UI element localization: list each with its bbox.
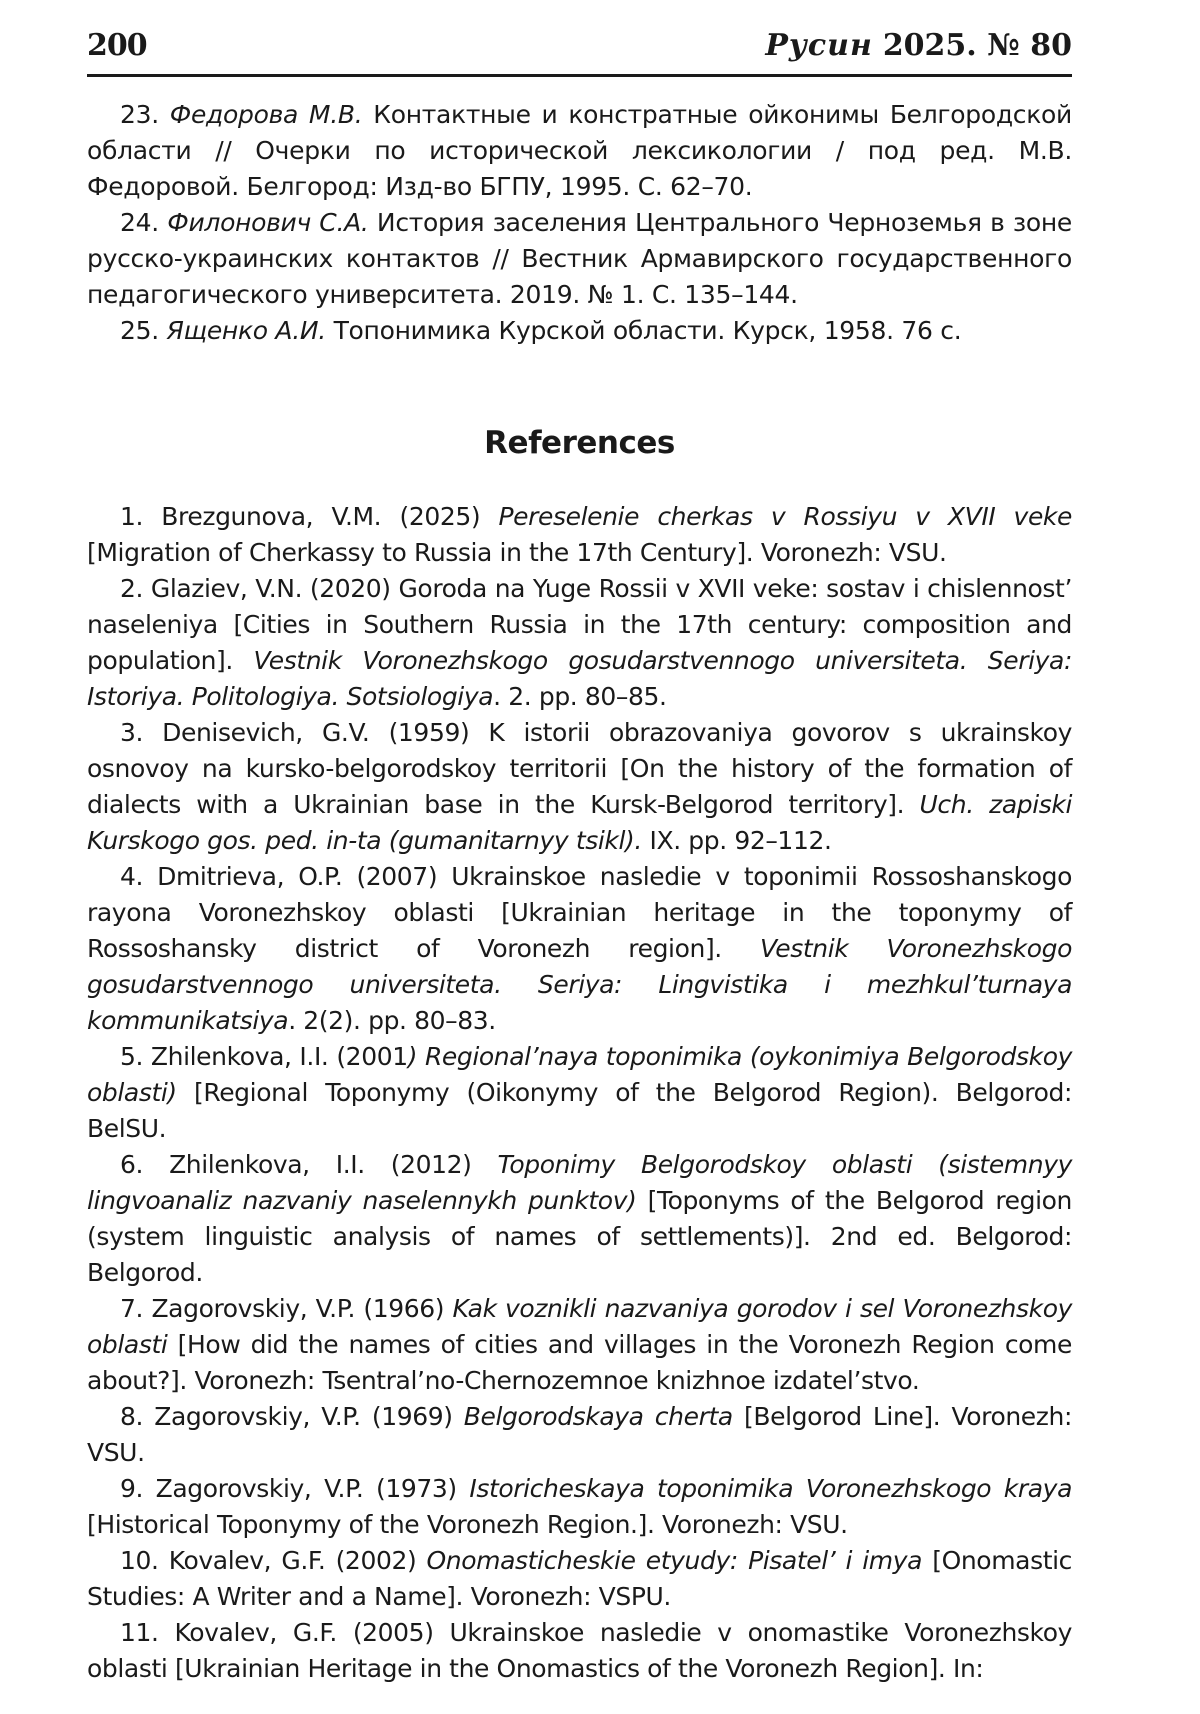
reference-text: 3. Denisevich, G.V. (1959) K istorii obrazovaniya govorov s ukrainskoy osnovoy na kursko-belgorodskoy territorii [On the history of the formation of dialects with a Ukrainian base in the Kursk-Belgorod territory]. xyxy=(87,718,1072,819)
reference-title: Uch. zapiski Kurskogo gos. ped. in-ta (gumanitarnyy tsikl). xyxy=(87,790,1073,855)
reference-item xyxy=(87,1543,1072,1615)
reference-text: 6. Zhilenkova, I.I. (2012) xyxy=(120,1150,498,1179)
reference-text: 8. Zagorovskiy, V.P. (1969) xyxy=(120,1402,464,1431)
reference-author: Филонович С.А. xyxy=(167,208,369,237)
reference-text: [Belgorod Line]. Voronezh: VSU. xyxy=(87,1402,1072,1467)
page-number: 200 xyxy=(87,28,147,63)
journal-title xyxy=(765,28,1072,63)
references-heading: References xyxy=(484,425,675,461)
reference-title: Kak voznikli nazvaniya gorodov i sel Voronezhskoy oblasti xyxy=(87,1294,1072,1359)
reference-item xyxy=(87,499,1072,571)
reference-text: [Regional Toponymy (Oikonymy of the Belgorod Region). Belgorod: BelSU. xyxy=(87,1078,1072,1143)
reference-item xyxy=(87,859,1072,1039)
reference-item xyxy=(87,313,1072,349)
reference-author: Ященко А.И. xyxy=(166,316,326,345)
russian-reference-list xyxy=(87,97,1072,349)
reference-item xyxy=(87,571,1072,715)
reference-text: Контактные и констратные ойконимы Белгородской области // Очерки по исторической лексикологии / под ред. М.В. Федоровой. Белгород: Изд-во БГПУ, 1995. С. 62–70. xyxy=(87,100,1072,201)
reference-text: 4. Dmitrieva, O.P. (2007) Ukrainskoe nasledie v toponimii Rossoshanskogo rayona Voronezhskoy oblasti [Ukrainian heritage in the toponymy of Rossoshansky district of Voronezh region]. xyxy=(87,862,1072,963)
journal-issue: 2025. № 80 xyxy=(882,28,1072,63)
reference-item xyxy=(87,1147,1072,1291)
reference-text: . 2. pp. 80–85. xyxy=(493,682,667,711)
reference-text: IX. pp. 92–112. xyxy=(641,826,832,855)
reference-title: Istoricheskaya toponimika Voronezhskogo kraya xyxy=(469,1474,1072,1503)
reference-text: 5. Zhilenkova, I.I. (2001 xyxy=(120,1042,408,1071)
page-header xyxy=(87,28,1072,77)
reference-text: 2. Glaziev, V.N. (2020) Goroda na Yuge Rossii v XVII veke: sostav i chislennost’ naseleniya [Cities in Southern Russia in the 17th century: composition and population]. xyxy=(87,574,1072,675)
reference-text: [Toponyms of the Belgorod region (system linguistic analysis of names of settlements)]. 2nd ed. Belgorod: Belgorod. xyxy=(87,1186,1072,1287)
reference-text: [Onomastic Studies: A Writer and a Name]. Voronezh: VSPU. xyxy=(87,1546,1072,1611)
reference-text: . 2(2). pp. 80–83. xyxy=(288,1006,496,1035)
reference-text: 9. Zagorovskiy, V.P. (1973) xyxy=(120,1474,470,1503)
reference-text: 11. Kovalev, G.F. (2005) Ukrainskoe nasledie v onomastike Voronezhskoy oblasti [Ukrainian Heritage in the Onomastics of the Voronezh Region]. In: xyxy=(87,1618,1072,1683)
reference-text: 7. Zagorovskiy, V.P. (1966) xyxy=(120,1294,453,1323)
reference-item xyxy=(87,1615,1072,1687)
reference-number: 23. xyxy=(120,100,159,129)
reference-number: 24. xyxy=(120,208,159,237)
reference-text: [Historical Toponymy of the Voronezh Region.]. Voronezh: VSU. xyxy=(87,1510,848,1539)
reference-text: 1. Brezgunova, V.M. (2025) xyxy=(120,502,499,531)
reference-title: Toponimy Belgorodskoy oblasti (sistemnyy lingvoanaliz nazvaniy naselennykh punktov) xyxy=(87,1150,1072,1215)
reference-title: Vestnik Voronezhskogo gosudarstvennogo universiteta. Seriya: Istoriya. Politologiya. Sotsiologiya xyxy=(87,646,1072,711)
journal-page xyxy=(87,28,1072,1687)
reference-title: Pereselenie cherkas v Rossiyu v XVII veke xyxy=(498,502,1072,531)
reference-item xyxy=(87,1039,1072,1147)
reference-item xyxy=(87,205,1072,313)
reference-text: [How did the names of cities and villages in the Voronezh Region come about?]. Voronezh: Tsentral’no-Chernozemnoe knizhnoe izdatel’stvo. xyxy=(87,1330,1072,1395)
reference-text: [Migration of Cherkassy to Russia in the 17th Century]. Voronezh: VSU. xyxy=(87,538,947,567)
reference-item xyxy=(87,1471,1072,1543)
reference-item xyxy=(87,1399,1072,1471)
reference-text: История заселения Центрального Черноземья в зоне русско-украинских контактов // Вестник Армавирского государственного педагогического университета. 2019. № 1. С. 135–144. xyxy=(87,208,1072,309)
reference-title: Belgorodskaya cherta xyxy=(463,1402,733,1431)
reference-text: 10. Kovalev, G.F. (2002) xyxy=(120,1546,427,1575)
reference-item xyxy=(87,97,1072,205)
reference-title: Onomasticheskie etyudy: Pisatel’ i imya xyxy=(426,1546,923,1575)
reference-item xyxy=(87,715,1072,859)
reference-title: Vestnik Voronezhskogo gosudarstvennogo universiteta. Seriya: Lingvistika i mezhkul’turnaya kommunikatsiya xyxy=(87,934,1072,1035)
reference-text: Топонимика Курской области. Курск, 1958. 76 с. xyxy=(333,316,962,345)
reference-author: Федорова М.В. xyxy=(169,100,363,129)
journal-name: Русин xyxy=(765,28,873,63)
reference-number: 25. xyxy=(120,316,159,345)
reference-item xyxy=(87,1291,1072,1399)
reference-title: ) Regional’naya toponimika (oykonimiya Belgorodskoy oblasti) xyxy=(87,1042,1072,1107)
english-reference-list xyxy=(87,499,1072,1687)
